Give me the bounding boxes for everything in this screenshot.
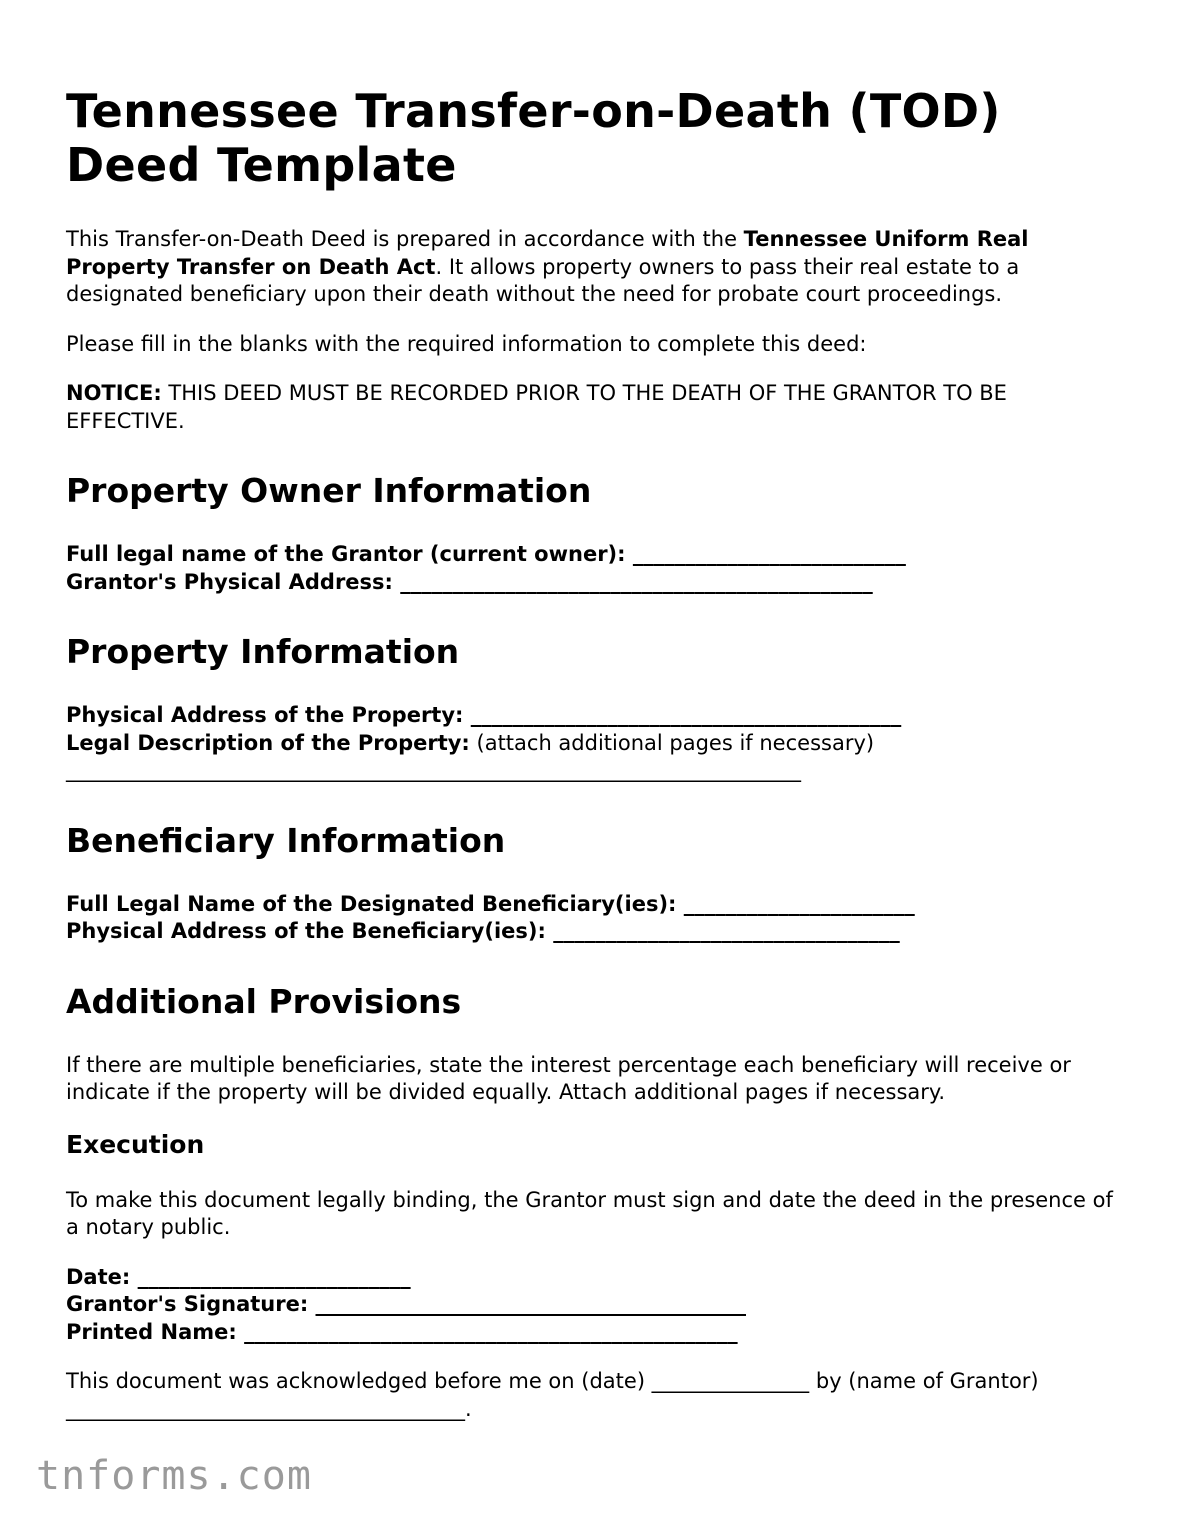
provisions-paragraph: If there are multiple beneficiaries, state the interest percentage each beneficiary will receive or indicate if the property will be divided equally. Attach additional pages if necessary. xyxy=(66,1052,1071,1104)
property-address-blank[interactable]: _________________________________________ xyxy=(463,703,902,727)
date-blank[interactable]: __________________________ xyxy=(130,1264,411,1289)
beneficiary-section-heading: Beneficiary Information xyxy=(66,820,506,860)
date-field[interactable] xyxy=(66,1264,1126,1292)
property-section-heading: Property Information xyxy=(66,632,460,671)
notice-label: NOTICE: xyxy=(66,381,162,405)
grantor-name-label: Full legal name of the Grantor (current owner): xyxy=(66,542,626,566)
intro-paragraph xyxy=(66,226,1126,309)
beneficiary-address-blank[interactable]: _________________________________ xyxy=(545,919,900,943)
execution-paragraph: To make this document legally binding, the Grantor must sign and date the deed in the presence of a notary public. xyxy=(66,1187,1113,1239)
provisions-section-heading: Additional Provisions xyxy=(66,981,462,1021)
property-fields xyxy=(66,702,1126,785)
legal-description-field xyxy=(66,730,1126,758)
execution-section-heading: Execution xyxy=(66,1129,205,1159)
beneficiary-fields xyxy=(66,891,1126,946)
grantor-address-label: Grantor's Physical Address: xyxy=(66,569,393,594)
printed-name-blank[interactable]: _______________________________________________ xyxy=(236,1319,738,1344)
notice-text: THIS DEED MUST BE RECORDED PRIOR TO THE DEATH OF THE GRANTOR TO BE EFFECTIVE. xyxy=(66,381,1007,433)
beneficiary-address-field[interactable] xyxy=(66,918,1126,946)
acknowledgement-paragraph: This document was acknowledged before me on (date) _______________ by (name of Grantor) ______________________________________. xyxy=(66,1369,1039,1421)
beneficiary-address-label: Physical Address of the Beneficiary(ies): xyxy=(66,919,546,943)
document-page xyxy=(66,84,1126,1445)
grantor-name-blank[interactable]: __________________________ xyxy=(625,542,906,566)
execution-fields xyxy=(66,1264,1126,1347)
intro-text-2: . It allows property owners to pass their real estate to a designated beneficiary upon their death without the need for probate court proceedings. xyxy=(66,254,1020,306)
instruction-paragraph: Please fill in the blanks with the required information to complete this deed: xyxy=(66,331,867,356)
signature-label: Grantor's Signature: xyxy=(66,1292,309,1316)
notice-paragraph xyxy=(66,380,1126,435)
legal-description-note: (attach additional pages if necessary) xyxy=(469,730,875,755)
intro-text-1: This Transfer-on-Death Deed is prepared in accordance with the xyxy=(66,227,744,251)
beneficiary-name-label: Full Legal Name of the Designated Beneficiary(ies): xyxy=(66,891,677,916)
printed-name-label: Printed Name: xyxy=(66,1319,237,1344)
printed-name-field[interactable] xyxy=(66,1319,1126,1347)
grantor-address-blank[interactable]: _____________________________________________ xyxy=(392,569,873,594)
beneficiary-name-blank[interactable]: ______________________ xyxy=(676,891,915,916)
intro-act-name: Tennessee Uniform Real Property Transfer on Death Act xyxy=(66,227,1029,279)
owner-fields xyxy=(66,541,1126,596)
document-title: Tennessee Transfer-on-Death (TOD) Deed Template xyxy=(66,84,1001,192)
grantor-name-field[interactable] xyxy=(66,541,1126,569)
signature-field[interactable] xyxy=(66,1291,1126,1319)
legal-description-label: Legal Description of the Property: xyxy=(66,730,470,755)
legal-description-blank[interactable]: ______________________________________________________________________ xyxy=(66,758,801,782)
property-address-label: Physical Address of the Property: xyxy=(66,703,464,727)
grantor-address-field[interactable] xyxy=(66,569,1126,597)
property-address-field[interactable] xyxy=(66,702,1126,730)
beneficiary-name-field[interactable] xyxy=(66,891,1126,919)
owner-section-heading: Property Owner Information xyxy=(66,471,592,510)
signature-blank[interactable]: _________________________________________ xyxy=(308,1292,747,1316)
site-watermark: tnforms.com xyxy=(36,1453,312,1499)
date-label: Date: xyxy=(66,1264,131,1289)
